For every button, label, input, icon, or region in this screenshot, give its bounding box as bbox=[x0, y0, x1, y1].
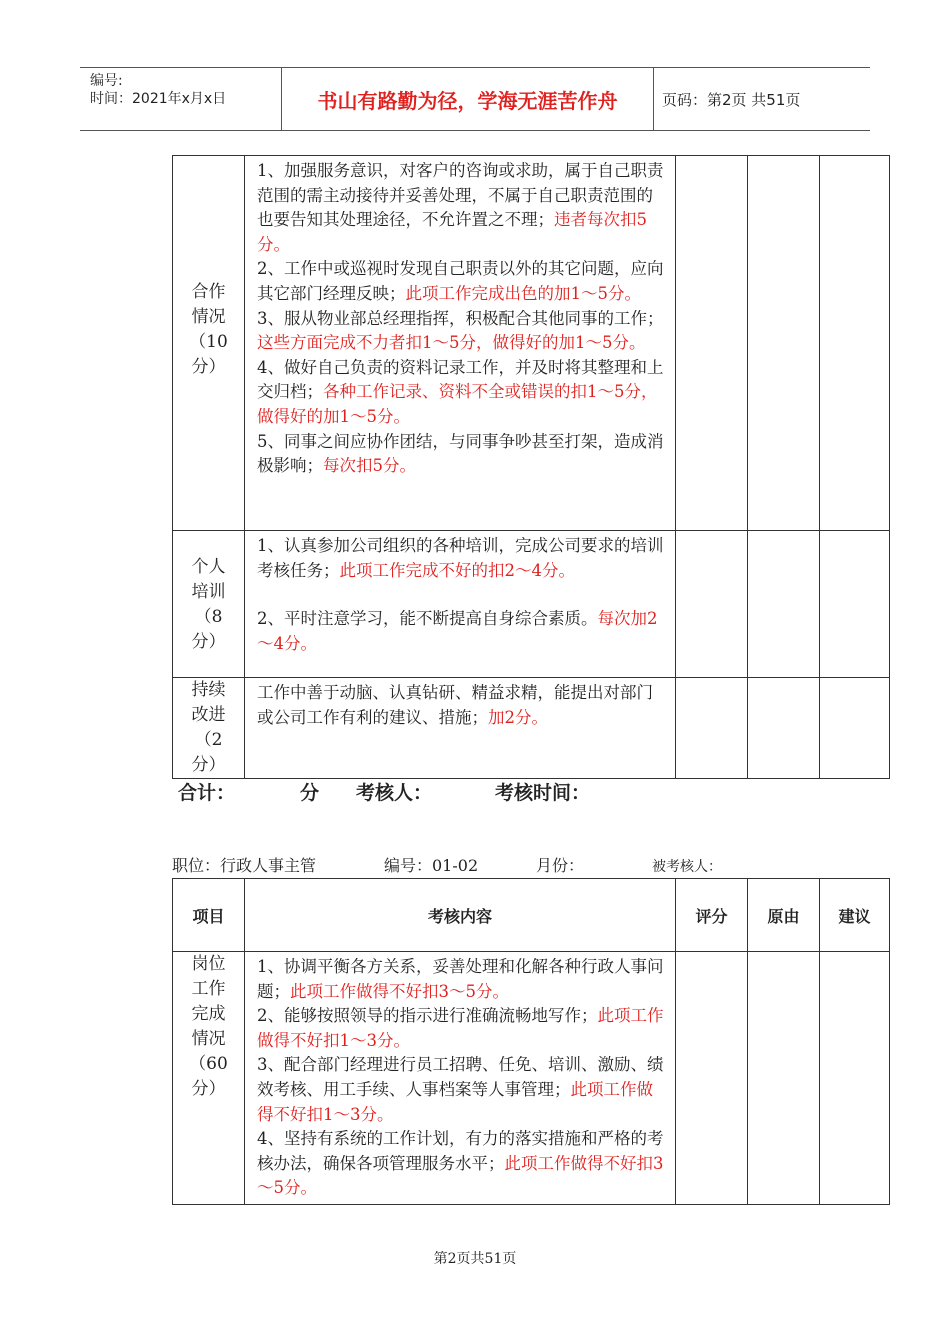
reason-cell[interactable] bbox=[748, 531, 820, 678]
score-cell[interactable] bbox=[676, 678, 748, 779]
assessee-label: 被考核人： bbox=[652, 859, 722, 875]
content-item: 2、能够按照领导的指示进行准确流畅地写作；此项工作做得不好扣1～3分。 bbox=[257, 1006, 664, 1050]
content-cell bbox=[245, 531, 676, 678]
month-label: 月份： bbox=[536, 856, 585, 875]
project-line: 改进 bbox=[191, 705, 226, 725]
suggestion-cell[interactable] bbox=[820, 156, 890, 531]
table-header-row bbox=[173, 879, 890, 952]
score-cell[interactable] bbox=[676, 952, 748, 1205]
assessment-table-admin bbox=[172, 878, 890, 1205]
project-line: 岗位 bbox=[191, 954, 226, 974]
header-left-cell bbox=[80, 68, 282, 130]
project-line: 工作 bbox=[191, 979, 226, 999]
project-line: 持续 bbox=[191, 680, 226, 700]
content-item: 2、工作中或巡视时发现自己职责以外的其它问题，应向其它部门经理反映；此项工作完成出色的加1～5分。 bbox=[257, 259, 664, 303]
page-footer: 第2页共51页 bbox=[433, 1251, 517, 1267]
header-project: 项目 bbox=[173, 879, 245, 952]
content-cell bbox=[245, 156, 676, 531]
content-item: 工作中善于动脑、认真钻研、精益求精，能提出对部门或公司工作有利的建议、措施；加2分。 bbox=[257, 683, 653, 727]
content-item: 3、配合部门经理进行员工招聘、任免、培训、激励、绩效考核、用工手续、人事档案等人事管理；此项工作做得不好扣1～3分。 bbox=[257, 1055, 664, 1124]
header-content: 考核内容 bbox=[245, 879, 676, 952]
points-label: 分 bbox=[300, 782, 320, 804]
project-line: 培训 bbox=[191, 582, 226, 602]
suggestion-cell[interactable] bbox=[820, 531, 890, 678]
project-line: （8 bbox=[194, 607, 223, 627]
project-cell bbox=[173, 531, 245, 678]
content-item: 1、加强服务意识，对客户的咨询或求助，属于自己职责范围的需主动接待并妥善处理，不属于自己职责范围的也要告知其处理途径，不允许置之不理；违者每次扣5分。 bbox=[257, 161, 664, 254]
content-item: 5、同事之间应协作团结，与同事争吵甚至打架，造成消极影响；每次扣5分。 bbox=[257, 431, 664, 476]
header-time-label: 时间：2021年x月x日 bbox=[90, 91, 227, 107]
table-row bbox=[173, 952, 890, 1205]
total-label: 合计： bbox=[178, 782, 236, 804]
reason-cell[interactable] bbox=[748, 678, 820, 779]
content-item: 4、坚持有系统的工作计划，有力的落实措施和严格的考核办法，确保各项管理服务水平；此项工作做得不好扣3～5分。 bbox=[257, 1129, 664, 1198]
project-line: 情况 bbox=[191, 307, 226, 327]
project-line: （2 bbox=[194, 730, 223, 750]
project-cell bbox=[173, 156, 245, 531]
content-item: 2、平时注意学习，能不断提高自身综合素质。每次加2～4分。 bbox=[257, 609, 658, 653]
header-reason: 原由 bbox=[748, 879, 820, 952]
content-cell bbox=[245, 678, 676, 779]
assess-time-label: 考核时间： bbox=[495, 782, 591, 804]
header-page-info: 页码：第2页 共51页 bbox=[662, 90, 801, 109]
project-line: 个人 bbox=[191, 557, 226, 577]
content-item: 1、协调平衡各方关系，妥善处理和化解各种行政人事问题；此项工作做得不好扣3～5分。 bbox=[257, 957, 664, 1001]
content-item: 4、做好自己负责的资料记录工作，并及时将其整理和上交归档；各种工作记录、资料不全或错误的扣1～5分，做得好的加1～5分。 bbox=[257, 357, 664, 426]
project-cell bbox=[173, 678, 245, 779]
assessor-label: 考核人： bbox=[356, 782, 433, 804]
score-cell[interactable] bbox=[676, 531, 748, 678]
code-label: 编号：01-02 bbox=[384, 856, 479, 875]
score-cell[interactable] bbox=[676, 156, 748, 531]
table-row bbox=[173, 156, 890, 531]
header-motto: 书山有路勤为径，学海无涯苦作舟 bbox=[282, 68, 654, 130]
reason-cell[interactable] bbox=[748, 952, 820, 1205]
project-line: （60 bbox=[189, 1054, 228, 1074]
page-header bbox=[80, 67, 870, 131]
project-line: 分） bbox=[191, 632, 226, 652]
position-meta-line bbox=[172, 853, 892, 877]
header-suggestion: 建议 bbox=[820, 879, 890, 952]
project-line: 情况 bbox=[191, 1029, 226, 1049]
project-line: 合作 bbox=[191, 282, 226, 302]
project-line: 分） bbox=[191, 357, 226, 377]
suggestion-cell[interactable] bbox=[820, 678, 890, 779]
project-cell bbox=[173, 952, 245, 1205]
assessment-table-continued bbox=[172, 155, 890, 779]
project-line: 分） bbox=[191, 1079, 226, 1099]
content-item: 3、服从物业部总经理指挥，积极配合其他同事的工作；这些方面完成不力者扣1～5分，做得好的加1～5分。 bbox=[257, 308, 664, 353]
project-line: 分） bbox=[191, 755, 226, 775]
position-label: 职位：行政人事主管 bbox=[172, 856, 317, 875]
project-line: （10 bbox=[189, 332, 228, 352]
project-line: 完成 bbox=[191, 1004, 226, 1024]
content-cell bbox=[245, 952, 676, 1205]
header-number-label: 编号: bbox=[90, 73, 123, 89]
reason-cell[interactable] bbox=[748, 156, 820, 531]
content-item: 1、认真参加公司组织的各种培训，完成公司要求的培训考核任务；此项工作完成不好的扣2～4分。 bbox=[257, 536, 664, 580]
table-row bbox=[173, 531, 890, 678]
table-row bbox=[173, 678, 890, 779]
suggestion-cell[interactable] bbox=[820, 952, 890, 1205]
header-score: 评分 bbox=[676, 879, 748, 952]
